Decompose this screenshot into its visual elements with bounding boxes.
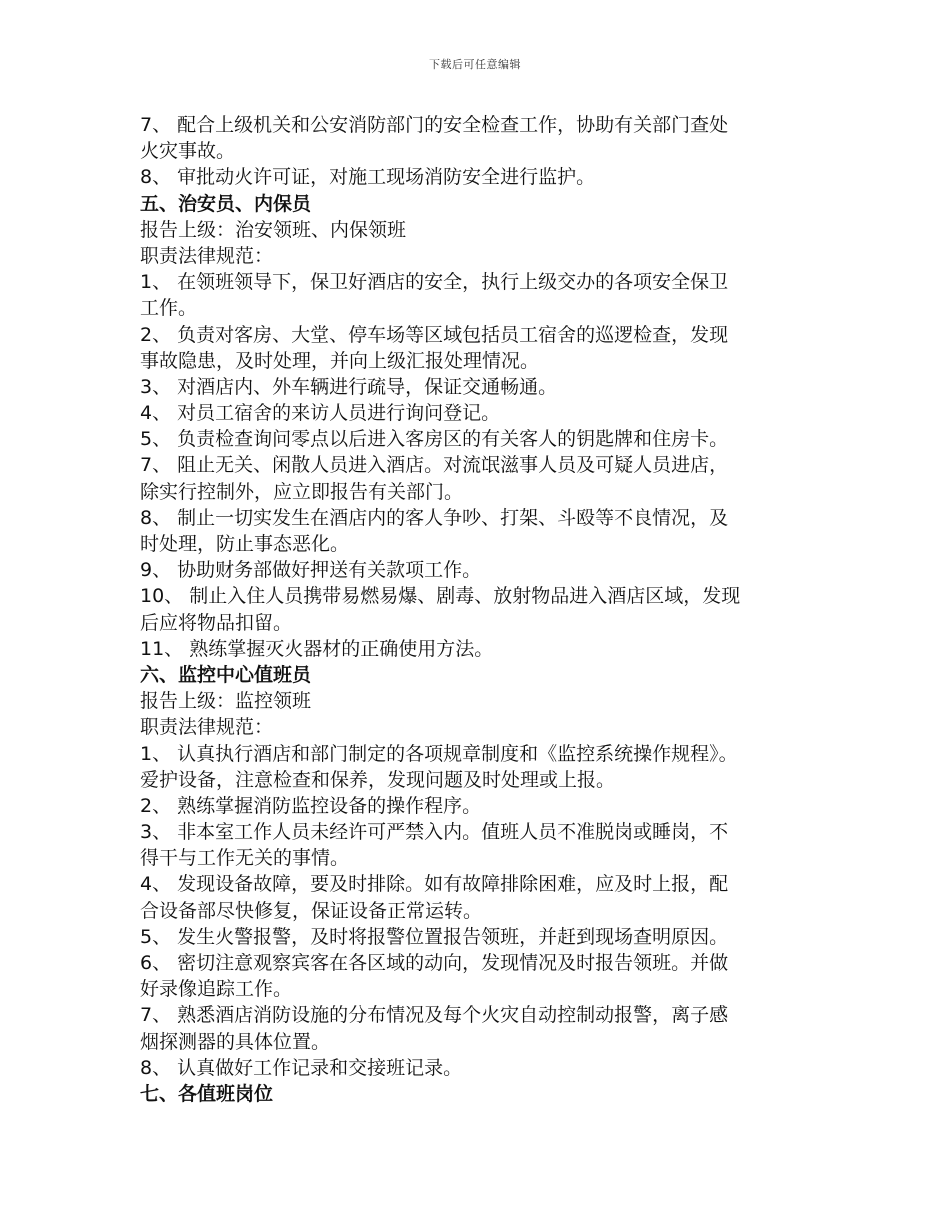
text-line: 2、 熟练掌握消防监控设备的操作程序。 [140, 794, 482, 817]
text-line: 5、 发生火警报警，及时将报警位置报告领班，并赶到现场查明原因。 [140, 925, 729, 948]
text-line: 6、 密切注意观察宾客在各区域的动向，发现情况及时报告领班。并做 [140, 952, 729, 974]
text-line: 2、 负责对客房、大堂、停车场等区域包括员工宿舍的巡逻检查，发现 [140, 323, 729, 346]
text-line: 4、 发现设备故障，要及时排除。如有故障排除困难，应及时上报，配 [140, 873, 729, 896]
section-heading: 五、治安员、内保员 [140, 192, 312, 215]
text-line: 报告上级：治安领班、内保领班 [140, 218, 407, 241]
text-line: 职责法律规范： [140, 716, 274, 739]
text-line: 除实行控制外，应立即报告有关部门。 [140, 480, 464, 503]
section-heading: 六、监控中心值班员 [140, 663, 312, 686]
text-line: 报告上级：监控领班 [140, 690, 312, 713]
text-line: 烟探测器的具体位置。 [140, 1030, 331, 1053]
text-line: 好录像追踪工作。 [140, 978, 293, 1001]
text-line: 3、 非本室工作人员未经许可严禁入内。值班人员不准脱岗或睡岗，不 [140, 821, 729, 844]
text-line: 5、 负责检查询问零点以后进入客房区的有关客人的钥匙牌和住房卡。 [140, 428, 729, 451]
text-line: 7、 配合上级机关和公安消防部门的安全检查工作，协助有关部门查处 [140, 114, 729, 136]
text-line: 火灾事故。 [140, 140, 236, 163]
text-line: 8、 审批动火许可证，对施工现场消防安全进行监护。 [140, 166, 596, 189]
text-line: 时处理，防止事态恶化。 [140, 533, 350, 555]
text-line: 事故隐患，及时处理，并向上级汇报处理情况。 [140, 349, 540, 372]
text-line: 爱护设备，注意检查和保养，发现问题及时处理或上报。 [140, 768, 616, 791]
page-header: 下载后可任意编辑 [429, 58, 521, 71]
text-line: 7、 熟悉酒店消防设施的分布情况及每个火灾自动控制动报警，离子感 [140, 1004, 729, 1027]
text-line: 合设备部尽快修复，保证设备正常运转。 [140, 899, 483, 922]
text-line: 后应将物品扣留。 [140, 611, 293, 634]
text-line: 11、 熟练掌握灭火器材的正确使用方法。 [140, 637, 494, 660]
text-line: 职责法律规范： [140, 244, 274, 267]
text-line: 工作。 [140, 297, 198, 320]
text-line: 得干与工作无关的事情。 [140, 847, 350, 870]
text-line: 1、 在领班领导下，保卫好酒店的安全，执行上级交办的各项安全保卫 [140, 271, 729, 294]
text-line: 8、 认真做好工作记录和交接班记录。 [140, 1056, 463, 1079]
text-line: 4、 对员工宿舍的来访人员进行询问登记。 [140, 402, 501, 425]
section-heading: 七、各值班岗位 [140, 1082, 274, 1105]
text-line: 7、 阻止无关、闲散人员进入酒店。对流氓滋事人员及可疑人员进店， [140, 454, 729, 477]
text-line: 1、 认真执行酒店和部门制定的各项规章制度和《监控系统操作规程》。 [140, 742, 738, 765]
text-line: 8、 制止一切实发生在酒店内的客人争吵、打架、斗殴等不良情况，及 [140, 506, 729, 529]
text-line: 10、 制止入住人员携带易燃易爆、剧毒、放射物品进入酒店区域，发现 [140, 585, 741, 608]
text-line: 3、 对酒店内、外车辆进行疏导，保证交通畅通。 [140, 375, 558, 398]
document-body [140, 112, 828, 1107]
text-line: 9、 协助财务部做好押送有关款项工作。 [140, 559, 482, 582]
